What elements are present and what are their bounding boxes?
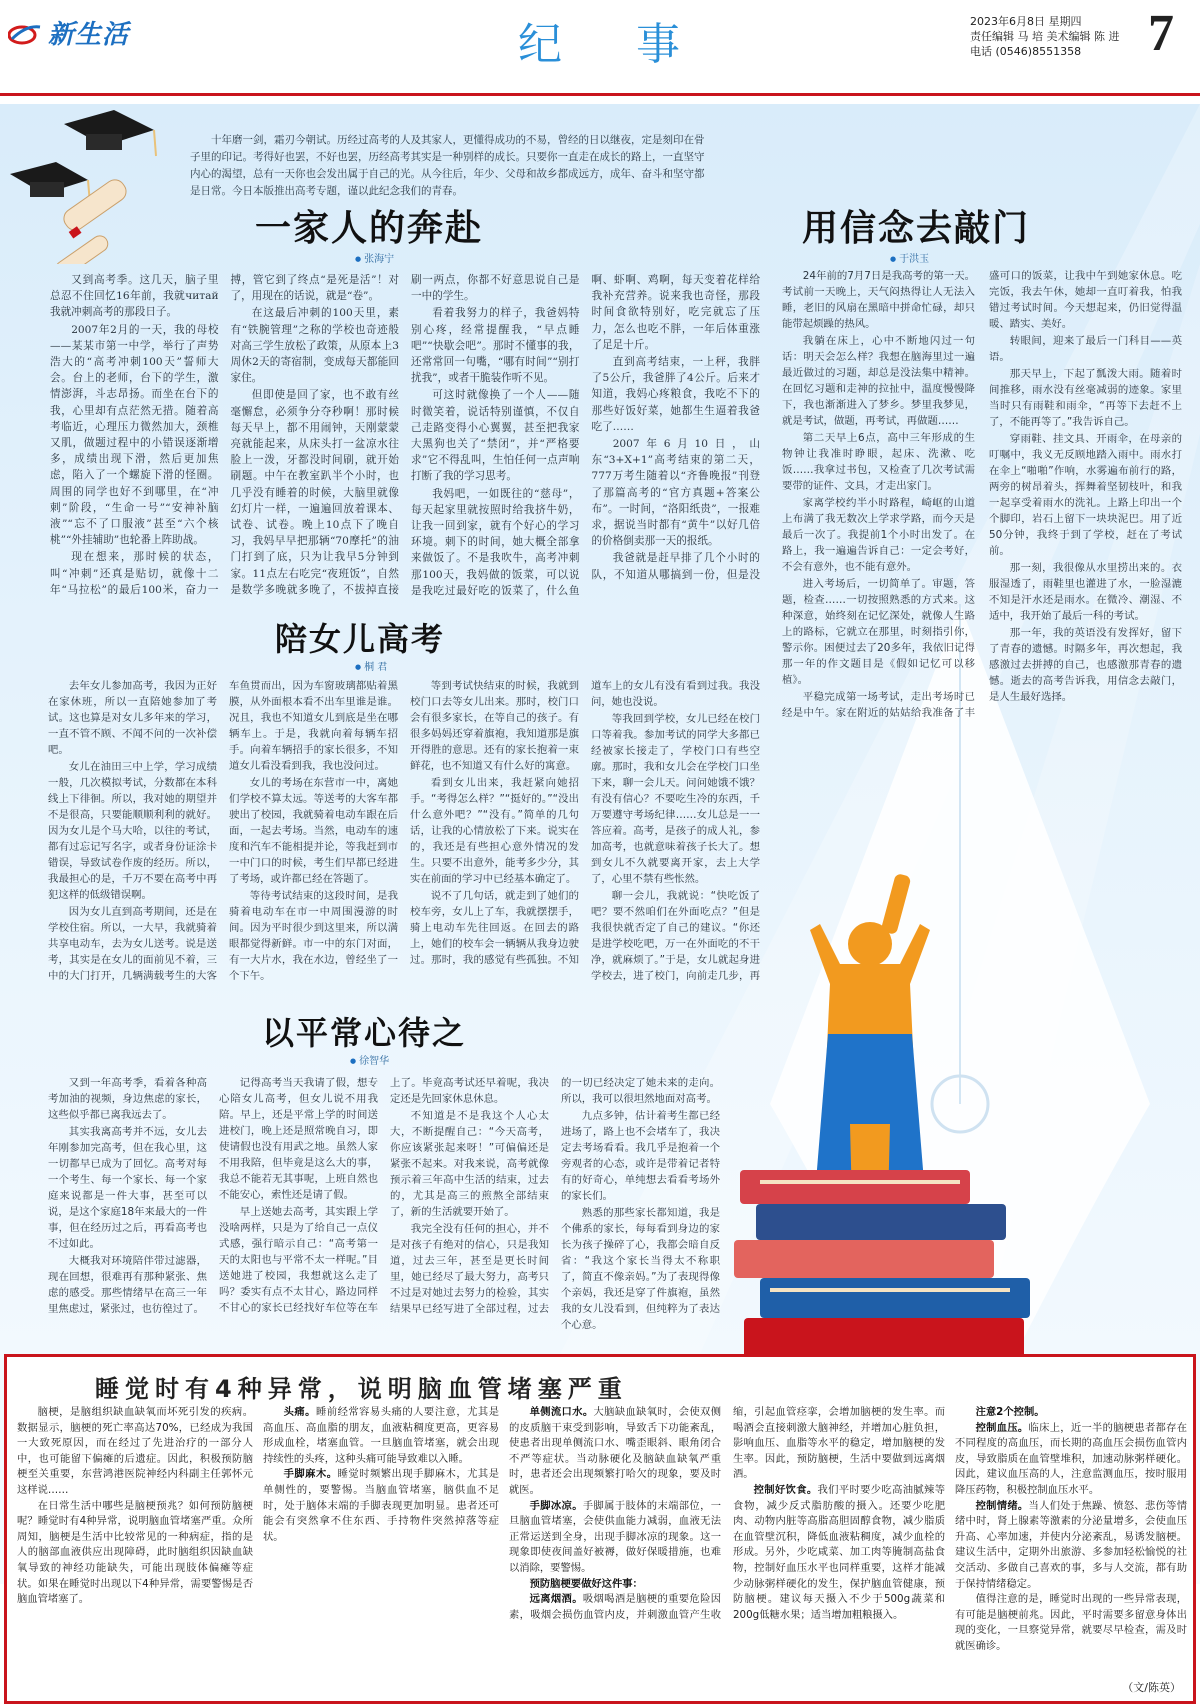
article2-p: 穿雨鞋、挂文具、开雨伞，在母亲的叮嘱中，我义无反顾地踏入雨中。雨水打在伞上“啪啪”作响，水雾遍布前行的路，两旁的树昂着头，挥舞着坚韧枝叶，和我一起享受着雨水的洗礼。上路上印出一个个脚印，岩石上留下一块块泥巴。用了近50分钟，我终于到了学校，赶在了考试前。	[989, 433, 1182, 557]
article4-p: 大概我对环境陪伴带过滤器，现在回想，很难再有那种紧张、焦虑的感受。那些情绪早在高三一年里焦虑过，紧张过，也彷徨过了。	[48, 1255, 207, 1315]
health-column-2	[263, 1405, 499, 1701]
article4-p: 其实我离高考并不远，女儿去年刚参加完高考，但在我心里，这一切都早已成为了回忆。高考对每一个考生、每一个家长、每一个家庭来说都是一件大事，甚至可以说，是这个家庭18年来最大的一件事，但在经历过之后，再看高考也不过如此。	[48, 1126, 207, 1250]
page-number: 7	[1148, 5, 1174, 62]
health-text: 我们平时要少吃高油腻辣等食物，减少反式脂肪酸的摄入。还要少吃肥肉、动物内脏等高脂高胆固醇食物，减少脂质在血管壁沉积，降低血液粘稠度，减少血栓的形成。另外，少吃咸菜、加工肉等腌制高盐食物，控制好血压水平也同样重要，这样才能减少动脉粥样硬化的发生，保护脑血管健康，预防脑梗。建议每天摄入不少于500g蔬菜和200g低糖水果；适当增加粗粮摄入。	[733, 1483, 945, 1621]
diploma-scroll-icon	[40, 154, 150, 264]
article4-p: 熟悉的那些家长都知道，我是个佛系的家长，每每看到身边的家长为孩子操碎了心，我都会暗自反省：“我这个家长当得太不称职了，简直不像亲妈。”为了表现得像个亲妈，我还是穿了件旗袍，虽然我的女儿没看到，但纯粹为了表达个心意。	[561, 1207, 720, 1331]
health-subhead: 注意2个控制。	[975, 1406, 1045, 1418]
health-subhead: 头痛。	[283, 1406, 316, 1418]
masthead	[0, 0, 1200, 96]
article-body-2	[782, 268, 1182, 788]
health-paragraph	[509, 1577, 721, 1593]
health-paragraph	[509, 1499, 721, 1577]
logo-text: 新生活	[48, 20, 130, 50]
article4-p: 九点多钟，估计着考生都已经进场了，路上也不会堵车了，我决定去考场看看。我几乎是抱着一个旁观者的心态，或许是带着记者特有的好奇心，单纯想去看看考场外的家长们。	[561, 1110, 720, 1202]
health-text: 当人们处于焦躁、愤怒、悲伤等情绪中时，肾上腺素等激素的分泌量增多，会使血压升高、心率加速，并使内分泌紊乱，易诱发脑梗。建议生活中，定期外出旅游、多参加轻松愉悦的社交活动、多做自己喜欢的事，多与人交流，都有助于保持情绪稳定。	[955, 1499, 1187, 1590]
article2-p: 平稳完成第一场考试，走出考场时已经是中午。家在附近的姑姑给我准备了丰盛可口的饭菜，让我中午到她家休息。吃完饭，我去午休，她却一直叮着我，怕我错过考试时间。今天想起来，仍旧觉得温暖、踏实、美好。	[782, 270, 1182, 719]
article2-p: 第二天早上6点，高中三年形成的生物钟让我准时睁眼，起床、洗漱、吃饭……我拿过书包，又检查了几次考试需要带的证件、文具，才走出家门。	[782, 432, 975, 492]
article3-p: 女儿在油田三中上学，学习成绩一般，几次模拟考试，分数都在本科线上下徘徊。所以，我对她的期望并不是很高，只要能顺顺利利的就好。因为女儿是个马大哈，以往的考试，都有过忘记写名字，或者身份证涂卡错误，导致试卷作废的经历。所以，我最担心的是，千万不要在高考中再犯这样的低级错误啊。	[48, 761, 217, 901]
article2-p: 家离学校约半小时路程，崎岖的山道上布满了我无数次上学求学路，而今天是最后一次了。我提前1个小时出发了。在路上，我一遍遍告诉自己：一定会考好，不会有意外，也不能有意外。	[782, 497, 975, 573]
health-article-box	[4, 1354, 1196, 1704]
health-subhead: 控制情绪。	[975, 1499, 1029, 1512]
book-stack-illustration	[720, 1164, 1050, 1364]
health-subhead: 控制好饮食。	[753, 1483, 818, 1496]
health-text: 大脑缺血缺氧时，会使双侧的皮质脑干束受到影响，导致舌下功能紊乱，使患者出现单侧流口水、嘴歪眼斜、眼角闭合不严等症状。当动脉硬化及脑缺血缺氧严重时，患者还会出现频繁打哈欠的现象，要及时就医。	[509, 1406, 722, 1496]
article2-p: 那天早上，下起了瓢泼大雨。随着时间推移，雨水没有丝毫减弱的迹象。家里当时只有雨鞋和雨伞，“再等下去赶不上了，不能再等了。”我告诉自己。	[989, 368, 1182, 428]
article-body-3	[48, 678, 760, 996]
health-column-4	[955, 1405, 1187, 1685]
article2-p: 进入考场后，一切简单了。审题，答题，检查……一切按照熟悉的方式来。这种深意，始终刻在记忆深处，就像人生路上的路标，它就立在那里，时刻指引你，警示你。困便过去了20多年，我依旧记得那一年的作文题目是《假如记忆可以移植》。	[782, 578, 975, 686]
health-text: 吸烟喝酒是脑梗的重要危险因素，吸烟会损伤血管内皮，并刺激血管产生收缩，引起血管痉挛，会增加脑梗的发生率。而喝酒会直接刺激大脑神经，并增加心脏负担，影响血压、血脂等水平的稳定，增加脑梗的发生率。因此，预防脑梗，生活中要做到远离烟酒。	[509, 1406, 945, 1621]
health-column-3	[509, 1405, 945, 1701]
health-text: 手脚属于肢体的末端部位，一旦脑血管堵塞，会使供血能力减弱，血液无法正常运送到全身，出现手脚冰凉的现象。这一现象即使夜间盖好被褥，做好保暖措施，也难以消除，要警惕。	[509, 1499, 722, 1574]
health-subhead: 远离烟酒。	[529, 1593, 583, 1606]
article4-p: 早上送她去高考，其实跟上学没啥两样，只是为了给自己一点仪式感，强行暗示自己：“高考第一天的太阳也与平常不太一样呢。”目送她进了校园，我想就这么走了吗？委实有点不太甘心，路边同样不甘心的家长已经找好车位等在车上了。毕竟高考试还早着呢，我决定还是先回家休息休息。	[219, 1077, 549, 1314]
health-paragraph	[263, 1405, 499, 1467]
article1-p: 现在想来，那时候的状态，叫“冲刺”还真是贴切，就像十二年“马拉松”的最后100米，奋力一搏，管它到了终点“是死是活”！对了，用现在的话说，就是“卷”。	[50, 274, 399, 596]
article1-p: 看着我努力的样子，我爸妈特别心疼，经常提醒我，“早点睡吧”“快歇会吧”。那时不懂事的我，还常常回一句嘴，“哪有时间”“别打扰我”，或者干脆装作听不见。	[411, 307, 580, 385]
article2-p: 那一年，我的英语没有发挥好，留下了青春的遗憾。时隔多年，再次想起，我感激过去拼搏的自己，也感激那青春的遗憾。逝去的高考告诉我，用信念去敲门，是人生最好选择。	[989, 627, 1182, 703]
article1-p: 我爸就是赶早排了几个小时的队，不知道从哪搞到一份，但是没	[591, 552, 760, 581]
article4-p: 记得高考当天我请了假，想专心陪女儿高考，但女儿说不用我陪。早上，还是平常上学的时间送进校门，晚上还是照常晚自习，即使请假也没有用武之地。虽然人家不用我陪，但毕竟是这么大的事，我总不能若无其事呢，上班自然也不能安心，索性还是请了假。	[219, 1077, 378, 1201]
health-subhead: 手脚麻木。	[283, 1468, 338, 1481]
logo-swoosh-icon	[8, 21, 42, 45]
article2-p: 转眼间，迎来了最后一门科目——英语。	[989, 335, 1182, 363]
article2-p: 24年前的7月7日是我高考的第一天。考试前一天晚上，天气闷热得让人无法入睡，老旧的风扇在黑暗中拼命忙碌，却只能带起烦躁的热风。	[782, 270, 975, 330]
health-paragraph	[509, 1405, 721, 1499]
article3-p: 等到考试快结束的时候，我就到校门口去等女儿出来。那时，校门口会有很多家长，在等自己的孩子。有很多妈妈还穿着旗袍，我知道那是旗开得胜的意思。还有的家长抱着一束鲜花，也不知道又有什么好的寓意。	[410, 680, 579, 772]
health-subhead: 单侧流口水。	[529, 1406, 594, 1418]
health-paragraph	[733, 1483, 945, 1623]
article3-p: 说不了几句话，就走到了她们的校车旁，女儿上了车，我就摆摆手，骑上电动车先往回返。在回去的路上，她们的校车会一辆辆从我身边驶过。那时，我的感觉有些孤独。不知道车上的女儿有没有看到过我。我没问，她也没说。	[410, 680, 760, 966]
health-article-title: 睡觉时有4种异常，说明脑血管堵塞严重	[95, 1375, 628, 1403]
feature-intro: 十年磨一剑，霜刃今朝试。历经过高考的人及其家人，更懂得成功的不易，曾经的日以继夜，定是刻印在骨子里的印记。考得好也罢，不好也罢，历经高考其实是一种别样的成长。只要你一直走在成长的路上，一直坚守内心的渴望，总有一天你也会发出属于自己的光。从今往后，年少、父母和故乡都成远方，成年、奋斗和坚守都是日常。今日本版推出高考专题，谨以此纪念我们的青春。	[190, 134, 705, 197]
article-title-4: 以平常心待之	[262, 1014, 467, 1052]
health-text: 睡前经常容易头痛的人要注意，尤其是高血压、高血脂的朋友，血液粘稠度更高，更容易形成血栓，堵塞血管。一旦脑血管堵塞，就会出现持续性的头疼，这种头痛可能导致难以入睡。	[263, 1406, 499, 1465]
health-paragraph	[263, 1467, 499, 1545]
article-body-1	[50, 272, 760, 612]
article3-p: 看到女儿出来，我赶紧向她招手。“考得怎么样？”“挺好的。”“没出什么意外吧？”“没有。”简单的几句话，让我的心情放松了下来。说实在的，我还是有些担心意外情况的发生。只要不出意外，能考多少分，其实在前面的学习中已经基本确定了。	[410, 777, 579, 885]
article1-p: 但即使是回了家，也不敢有丝毫懈怠，必须争分夺秒啊！那时候每天早上，都不用闹钟，天刚蒙蒙亮就能起来，从床头打一盆凉水往脸上一泼，牙都没时间刷，就开始刷题。中午在教室趴半个小时，也几乎没有睡着的时候，大脑里就像幻灯片一样，一遍遍回放着课本、试卷、试卷。晚上10点下了晚自习，我妈早早把那辆“70摩托”的油门打到了底，只为让我早5分钟到家。11点左右吃完“夜班饭”，自然是数学多晚就多晚了，不拔掉直接刷一两点，你都不好意思说自己是一中的学生。	[230, 274, 580, 596]
article4-p: 又到一年高考季，看着各种高考加油的视频，身边焦虑的家长，这些似乎都已离我远去了。	[48, 1077, 207, 1121]
contact-phone: 电话 (0546)8551358	[970, 45, 1082, 58]
article3-p: 等我回到学校，女儿已经在校门口等着我。参加考试的同学大多都已经被家长接走了，学校门口有些空廓。那时，我和女儿会在学校门口坐下来，聊一会儿天。问问她饿不饿？有没有信心？不要吃生冷的东西，千万要遵守考场纪律……女儿总是一一答应着。高考，是孩子的成人礼，参加高考，也就意味着孩子长大了。想到女儿不久就要离开家，去上大学了，心里不禁有些怅然。	[591, 713, 760, 885]
health-subhead: 手脚冰凉。	[529, 1499, 583, 1512]
article1-p: 在这最后冲刺的100天里，素有“铁腕管理”之称的学校也奇迹般对高三学生放松了政策，从原本上3周休2天的寄宿制，变成每天都能回家住。	[230, 307, 399, 385]
article1-p: 我妈吧，一如既往的“慈母”，每天起家里就按照时给我挤牛奶，让我一回到家，就有个好心的学习环境。刺下的时间，她大概全部拿来做饭了。不是我吹牛，高考冲刺那100天，我妈做的饭菜，可以说是我吃过最好吃的饭菜了，什么鱼啊、虾啊、鸡啊，每天变着花样给我补充营养。说来我也奇怪，那段时间食欲特别好，吃完就忘了压力，怎么也吃不胖，一年后体重涨了足足十斤。	[411, 274, 760, 597]
article1-p: 2007年2月的一天，我的母校——某某市第一中学，举行了声势浩大的“高考冲刺100天”誓师大会。台上的老师，台下的学生，激情澎湃，斗志昂扬。而坐在台下的我，心里却有点茫然无措。随着高考临近，心理压力微然加大，颈椎又肌，做题过程中的小错误逐渐增多，成绩出现下滑，然后更加焦虑，陷入了一个螺旋下滑的怪圈。周围的同学也好不到哪里，在“冲刺”阶段，“生命一号”“安神补脑液”“忘不了口服液”甚至“六个核桃”“外挂辅助”也轮番上阵助战。	[50, 323, 219, 547]
health-text: 睡觉时频繁出现手脚麻木，尤其是单侧性的，要警惕。当脑血管堵塞，脑供血不足时，处于脑体末端的手脚表现更加明显。患者还可能会有突然拿不住东西、手持物件突然掉落等症状。	[263, 1468, 499, 1543]
health-paragraph	[955, 1405, 1187, 1421]
article4-p: 我完全没有任何的担心，并不是对孩子有绝对的信心，只是我知道，过去三年，甚至是更长时间里，她已经尽了最大努力，高考只不过是对她过去努力的检验，其实结果早已经写进了全部过程，过去的一切已经决定了她未来的走向。所以，我可以很坦然地面对高考。	[390, 1077, 720, 1315]
header-info	[970, 14, 1119, 59]
article3-p: 因为女儿直到高考期间，还是在学校住宿。所以，一大早，我就骑着共享电动车，去为女儿送考。说是送考，其实是在女儿的面前见不着，三中的大门打开，几辆满载考生的大客车鱼贯而出，因为车窗玻璃都贴着黑膜，从外面根本看不出车里谁是谁。况且，我也不知道女儿到底是坐在哪辆车上。于是，我就向着每辆车招手。向着车辆招手的家长很多，不知道女儿看没看到我，我也没问过。	[48, 680, 398, 982]
article-title-1: 一家人的奔赴	[255, 207, 484, 249]
newspaper-logo[interactable]	[8, 14, 129, 51]
article1-p: 可这时就像换了一个人——随时微笑着，说话特别谨慎，不仅自己走路变得小心翼翼，甚至把我家大黑狗也关了“禁闭”，并“严格要求”它不得乱叫，生怕任何一点声响打断了我的学习思考。	[411, 389, 580, 483]
section-title: 纪 事	[518, 19, 710, 70]
article3-p: 女儿的考场在东营市一中，离她们学校不算太远。等送考的大客车都驶出了校园，我就骑着电动车跟在后面，一起去考场。当然，电动车的速度和汽车不能相提并论，等我赶到市一中门口的时候，考生们早都已经进了考场，或许都已经在答题了。	[229, 777, 398, 885]
health-text: 临床上，近一半的脑梗患者都存在不同程度的高血压，而长期的高血压会损伤血管内皮，导致脂质在血管壁堆积，加速动脉粥样硬化。因此，建议血压高的人，注意监测血压，按时服用降压药物，积极控制血压水平。	[955, 1421, 1187, 1496]
health-paragraph: 在日常生活中哪些是脑梗预兆？如何预防脑梗呢？睡觉时有4种异常，说明脑血管堵塞严重。众所周知，脑梗是生活中比较常见的一种病症，指的是人的脑部血液供应出现障碍，此时脑组织因缺血缺氧导致的神经功能缺失，可能出现肢体偏瘫等症状。如果在睡觉时出现以下4种异常，需要警惕是否脑血管堵塞了。	[17, 1499, 253, 1606]
article2-p: 那一刻，我很像从水里捞出来的。衣服湿透了，雨鞋里也灌进了水，一脸湿漉不知是汗水还是雨水。在微冷、潮湿、不适中，我开始了最后一科的考试。	[989, 562, 1182, 622]
health-subhead: 预防脑梗要做好这件事：	[529, 1577, 643, 1590]
article4-p: 不知道是不是我这个人心太大，不断提醒自己：“今天高考，你应该紧张起来呀！”可偏偏还是紧张不起来。对我来说，高考就像预示着三年高中生活的结束，过去的，尤其是高三的煎熬全部结束了，新的生活就要开始了。	[390, 1110, 549, 1218]
editor-credits: 责任编辑 马 培 美术编辑 陈 进	[970, 30, 1120, 43]
article-byline-3: ● 桐 君	[355, 658, 387, 673]
article-byline-2: ● 于洪玉	[890, 250, 929, 265]
article-body-4	[48, 1075, 720, 1345]
article1-p: 又到高考季。这几天，脑子里总忍不住回忆16年前，我就читай我就冲刺高考的那段日子。	[50, 274, 219, 319]
health-subhead: 控制血压。	[975, 1421, 1029, 1434]
article-title-2: 用信念去敲门	[802, 207, 1031, 249]
article3-p: 聊一会儿，我就说：“快吃饭了吧？要不然咱们在外面吃点？”但是我很快就否定了自己的建议。“你还是进学校吃吧，万一在外面吃的不干净，就麻烦了。”于是，女儿就起身进学校去，进了校门，向前走几步，再	[591, 890, 760, 982]
article-title-3: 陪女儿高考	[275, 620, 446, 658]
health-paragraph: 值得注意的是，睡觉时出现的一些异常表现，有可能是脑梗前兆。因此，平时需要多留意身体出现的变化，一旦察觉异常，就要尽早检查，需及时就医确诊。	[955, 1593, 1187, 1652]
issue-date: 2023年6月8日 星期四	[970, 15, 1082, 28]
article-byline-4: ● 徐智华	[350, 1052, 389, 1067]
health-credit: （文/陈英）	[1122, 1681, 1181, 1694]
health-paragraph	[955, 1499, 1187, 1593]
health-paragraph: 脑梗，是脑组织缺血缺氧而坏死引发的疾病。数据显示，脑梗的死亡率高达70%，已经成为我国一大致死原因，而在经过了先进治疗的一部分人中，也可能留下偏瘫的后遗症。因此，积极预防脑梗至关重要，东营鸿港医院神经内科副主任郭怀元这样说……	[17, 1406, 253, 1496]
article3-p: 去年女儿参加高考，我因为正好在家休班，所以一直陪她参加了考试。这也算是对女儿多年来的学习，一直不管不顾、不闻不问的一次补偿吧。	[48, 680, 217, 756]
article3-p: 等待考试结束的这段时间，是我骑着电动车在市一中周围漫游的时间。因为平时很少到这里来，所以满眼都觉得新鲜。市一中的东门对面，有一大片水，我在水边，曾经坐了一个下午。	[229, 890, 398, 982]
article-byline-1: ● 张海宁	[355, 250, 394, 265]
article1-p: 2007年6月10日，山东“3+X+1”高考结束的第二天，777万考生随着以“齐鲁晚报”刊登了那篇高考的“官方真题+答案公布”。一时间，“洛阳纸贵”，一报难求，据说当时都有“黄牛”以好几倍的价格倒卖那一天的报纸。	[591, 438, 760, 548]
article2-p: 我躺在床上，心中不断地闪过一句话：明天会怎么样？我想在脑海里过一遍最近做过的习题，却总是没法集中精神。在回忆习题和走神的拉扯中，温度慢慢降下，我也渐渐进入了梦乡。梦里我梦见，就是考试，做题，再考试，再做题……	[782, 335, 975, 427]
article1-p: 直到高考结束，一上秤，我胖了5公斤，我爸胖了4公斤。后来才知道，我妈心疼粮食，我吃不下的那些好饭好菜，她都生生逼着我爸吃了……	[591, 356, 760, 433]
health-paragraph	[955, 1421, 1187, 1499]
health-column-1	[17, 1405, 253, 1701]
